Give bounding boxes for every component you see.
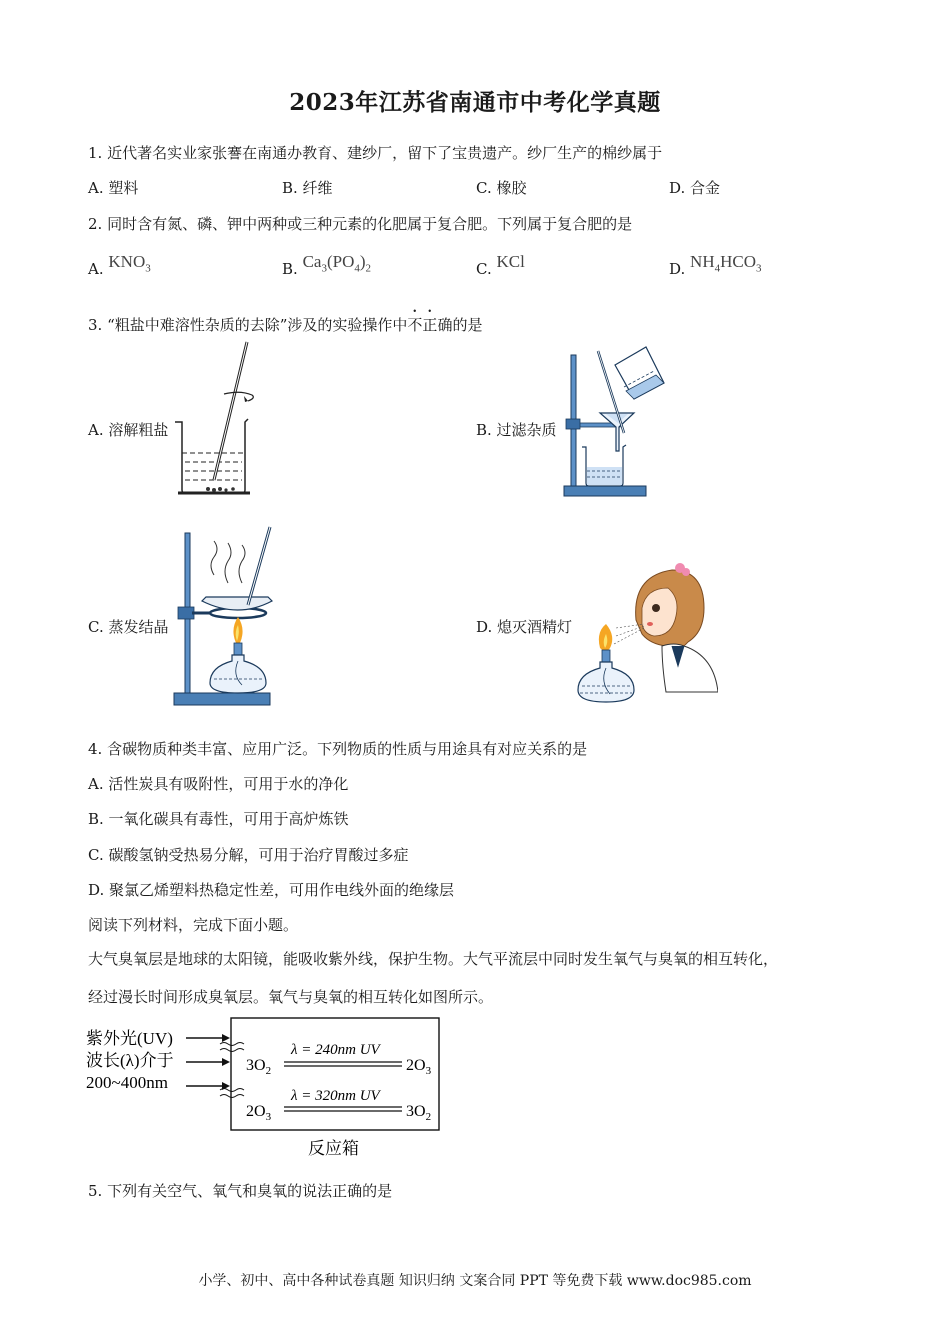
- reaction-box-label: 反应箱: [308, 1139, 359, 1158]
- q2-option-d-label: D.: [669, 260, 686, 278]
- q2-option-c-label: C.: [476, 260, 492, 278]
- filtration-figure: [560, 343, 670, 501]
- q2-option-c: [476, 252, 525, 279]
- q2-option-a-label: A.: [88, 260, 104, 278]
- question-3-stem: 3. “粗盐中难溶性杂质的去除”涉及的实验操作中不正确的是: [88, 316, 483, 334]
- ozone-conversion-diagram: [86, 1014, 446, 1162]
- q2-option-a: [88, 252, 151, 281]
- q4-option-d: D. 聚氯乙烯塑料热稳定性差，可用作电线外面的绝缘层: [88, 881, 455, 899]
- reaction-2-condition: λ = 320nm UV: [291, 1088, 380, 1104]
- q4-option-c: C. 碳酸氢钠受热易分解，可用于治疗胃酸过多症: [88, 846, 409, 864]
- q1-option-d: D. 合金: [669, 179, 721, 197]
- q4-option-a: A. 活性炭具有吸附性，可用于水的净化: [88, 775, 349, 793]
- reaction-1-product: $2O_3$: [406, 1057, 432, 1077]
- uv-label-line-1: 紫外光(UV): [86, 1029, 173, 1048]
- formula-ca3po42: $Ca_3(PO_4)_2$: [302, 252, 372, 275]
- formula-nh4hco3: $NH_4HCO_3$: [690, 252, 762, 275]
- page-title: 2023年江苏省南通市中考化学真题: [289, 89, 661, 116]
- q3-option-b: B. 过滤杂质: [476, 421, 557, 439]
- uv-label-line-2: 波长(λ)介于: [86, 1051, 174, 1070]
- formula-kcl: KCl: [496, 252, 525, 271]
- reaction-1-reactant: $3O_2$: [246, 1057, 272, 1077]
- reading-paragraph-2: 经过漫长时间形成臭氧层。氧气与臭氧的相互转化如图所示。: [88, 988, 494, 1006]
- reaction-1-condition: λ = 240nm UV: [291, 1042, 380, 1058]
- evaporation-figure: [170, 525, 282, 713]
- reaction-2-product: $3O_2$: [406, 1103, 432, 1123]
- reading-paragraph-1: 大气臭氧层是地球的太阳镜，能吸收紫外线，保护生物。大气平流层中同时发生氧气与臭氧的相互转化，: [88, 950, 779, 968]
- formula-kno3: $KNO_3$: [108, 252, 151, 275]
- reading-intro: 阅读下列材料，完成下面小题。: [88, 916, 299, 934]
- question-2-stem: 2. 同时含有氮、磷、钾中两种或三种元素的化肥属于复合肥。下列属于复合肥的是: [88, 215, 633, 233]
- q3-option-a: A. 溶解粗盐: [88, 421, 169, 439]
- question-4-stem: 4. 含碳物质种类丰富、应用广泛。下列物质的性质与用途具有对应关系的是: [88, 740, 588, 758]
- q2-option-b-label: B.: [282, 260, 298, 278]
- emphasis-not-correct: 不正: [407, 316, 438, 334]
- q2-option-d: [669, 252, 762, 281]
- blowing-lamp-figure: [576, 562, 718, 710]
- dissolving-figure: [170, 338, 260, 500]
- q3-option-c: C. 蒸发结晶: [88, 618, 169, 636]
- q1-option-c: C. 橡胶: [476, 179, 527, 197]
- uv-label-line-3: 200~400nm: [86, 1073, 168, 1092]
- q4-option-b: B. 一氧化碳具有毒性，可用于高炉炼铁: [88, 810, 349, 828]
- q3-option-d: D. 熄灭酒精灯: [476, 618, 573, 636]
- q1-option-b: B. 纤维: [282, 179, 333, 197]
- q2-option-b: [282, 252, 372, 281]
- question-5-stem: 5. 下列有关空气、氧气和臭氧的说法正确的是: [88, 1182, 393, 1200]
- q1-option-a: A. 塑料: [88, 179, 139, 197]
- page-footer: 小学、初中、高中各种试卷真题 知识归纳 文案合同 PPT 等免费下载 www.doc985.com: [198, 1273, 752, 1289]
- question-1-stem: 1. 近代著名实业家张謇在南通办教育、建纱厂，留下了宝贵遗产。纱厂生产的棉纱属于: [88, 144, 663, 162]
- reaction-2-reactant: $2O_3$: [246, 1103, 272, 1123]
